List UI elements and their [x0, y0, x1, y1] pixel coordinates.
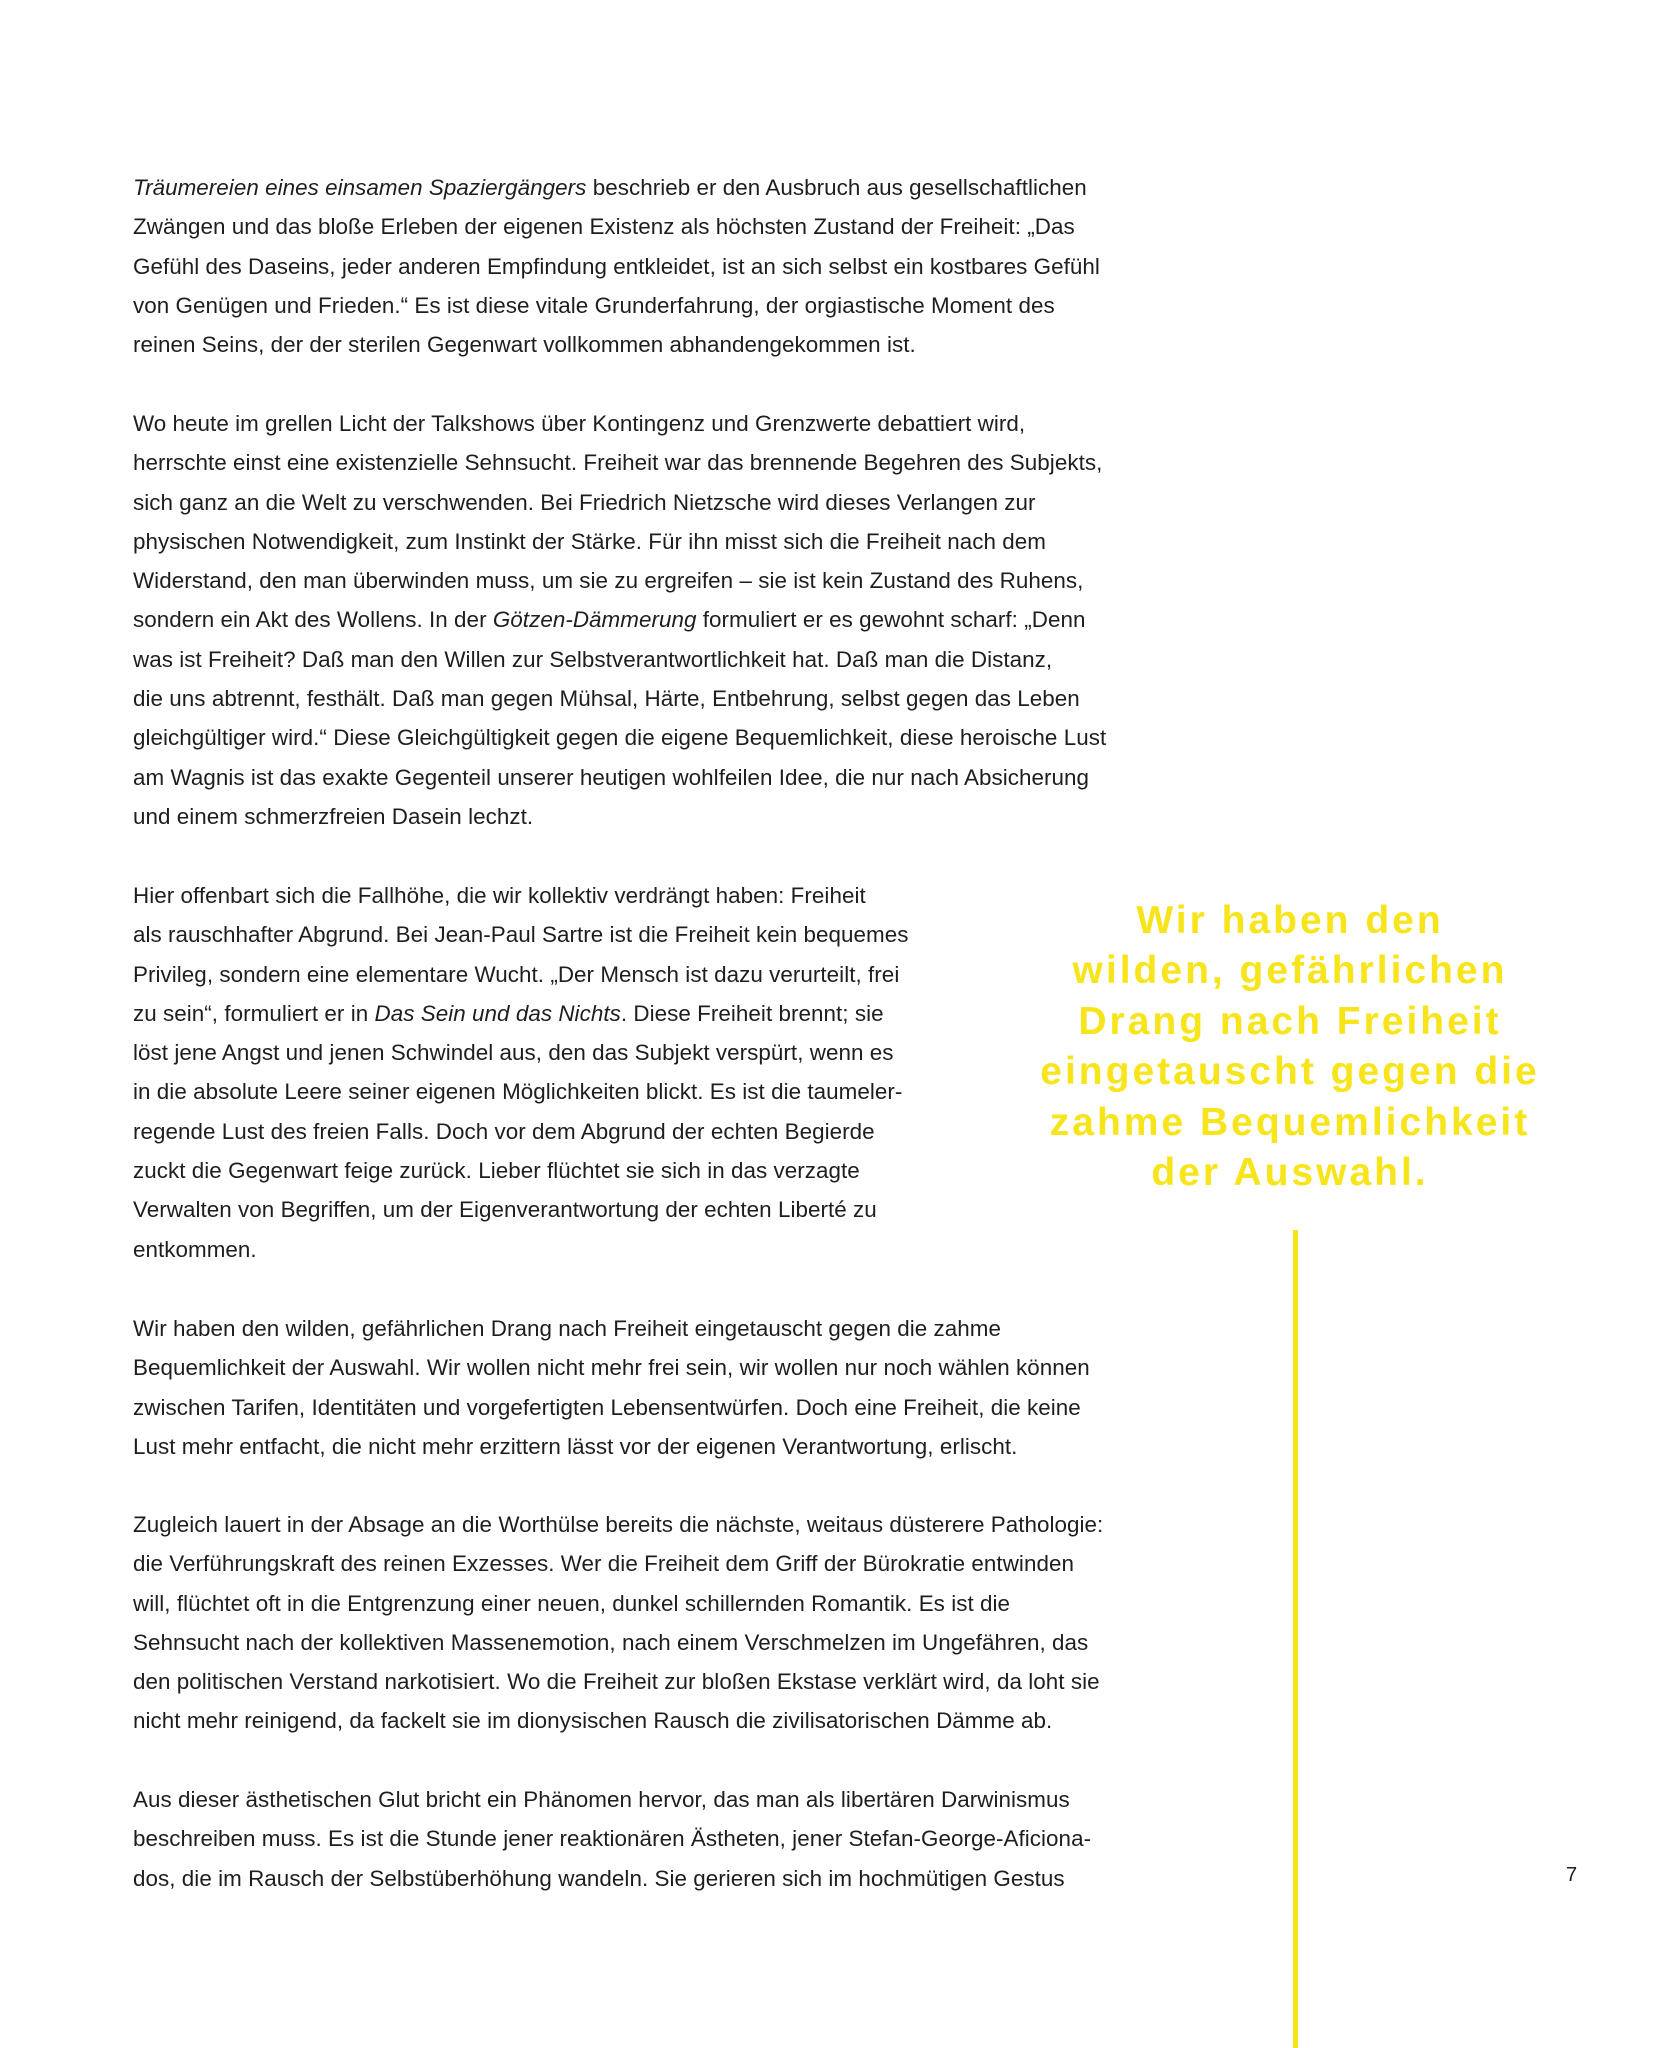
pull-quote-line: eingetauscht gegen die	[1040, 1050, 1540, 1094]
text-line: was ist Freiheit? Daß man den Willen zur Selbstverantwortlichkeit hat. Daß man die Distanz,	[133, 646, 1053, 672]
text-line: den politischen Verstand narkotisiert. Wo die Freiheit zur bloßen Ekstase verklärt wird, da loht sie	[133, 1669, 1100, 1695]
book-title-italic: Träumereien eines einsamen Spaziergängers	[133, 175, 587, 200]
page-number: 7	[1566, 1864, 1578, 1886]
text-span: formuliert er es gewohnt scharf: „Denn	[696, 607, 1086, 633]
text-line: zuckt die Gegenwart feige zurück. Lieber flüchtet sie sich in das verzagte	[133, 1158, 860, 1184]
text-line: in die absolute Leere seiner eigenen Möglichkeiten blickt. Es ist die taumeler-	[133, 1079, 903, 1105]
book-title-italic: Götzen-Dämmerung	[492, 607, 697, 633]
text-line: beschreiben muss. Es ist die Stunde jener reaktionären Ästheten, jener Stefan-George-Aficiona-	[133, 1826, 1092, 1852]
pull-quote-line: wilden, gefährlichen	[1072, 949, 1508, 993]
text-line: zwischen Tarifen, Identitäten und vorgefertigten Lebensentwürfen. Doch eine Freiheit, die keine	[133, 1394, 1081, 1420]
text-line: Privileg, sondern eine elementare Wucht. „Der Mensch ist dazu verurteilt, frei	[133, 961, 900, 987]
text-line: gleichgültiger wird.“ Diese Gleichgültigkeit gegen die eigene Bequemlichkeit, diese heroische Lust	[133, 725, 1107, 751]
pull-quote-line: der Auswahl.	[1151, 1151, 1429, 1195]
accent-vertical-rule	[1293, 1230, 1298, 2048]
text-line: Wir haben den wilden, gefährlichen Drang nach Freiheit eingetauscht gegen die zahme	[133, 1316, 1001, 1341]
text-line: löst jene Angst und jenen Schwindel aus, den das Subjekt verspürt, wenn es	[133, 1040, 894, 1066]
body-paragraph-4	[133, 1309, 1090, 1466]
text-line: will, flüchtet oft in die Entgrenzung einer neuen, dunkel schillernden Romantik. Es ist die	[133, 1590, 1011, 1616]
pull-quote-line: Drang nach Freiheit	[1078, 999, 1502, 1043]
text-line: Gefühl des Daseins, jeder anderen Empfindung entkleidet, ist an sich selbst ein kostbares Gefühl	[133, 253, 1100, 279]
text-line: Bequemlichkeit der Auswahl. Wir wollen nicht mehr frei sein, wir wollen nur noch wählen können	[133, 1355, 1090, 1381]
text-line: reinen Seins, der der sterilen Gegenwart vollkommen abhandengekommen ist.	[133, 332, 916, 358]
text-line	[133, 168, 1100, 207]
text-line: herrschte einst eine existenzielle Sehnsucht. Freiheit war das brennende Begehren des Subjekts,	[133, 450, 1103, 476]
text-line: von Genügen und Frieden.“ Es ist diese vitale Grunderfahrung, der orgiastische Moment des	[133, 292, 1055, 318]
text-line: Aus dieser ästhetischen Glut bricht ein Phänomen hervor, das man als libertären Darwinismus	[133, 1787, 1070, 1812]
text-line: regende Lust des freien Falls. Doch vor dem Abgrund der echten Begierde	[133, 1118, 875, 1144]
text-line: die Verführungskraft des reinen Exzesses. Wer die Freiheit dem Griff der Bürokratie entwinden	[133, 1551, 1074, 1577]
body-paragraph-5	[133, 1505, 1103, 1741]
text-line: Zugleich lauert in der Absage an die Worthülse bereits die nächste, weitaus düsterere Pathologie:	[133, 1512, 1104, 1537]
text-line: als rauschhafter Abgrund. Bei Jean-Paul Sartre ist die Freiheit kein bequemes	[133, 922, 909, 948]
text-span: . Diese Freiheit brennt; sie	[620, 1000, 884, 1026]
body-paragraph-1	[133, 168, 1100, 364]
text-line: dos, die im Rausch der Selbstüberhöhung wandeln. Sie gerieren sich im hochmütigen Gestus	[133, 1865, 1065, 1891]
pull-quote	[1040, 896, 1540, 1198]
text-line: physischen Notwendigkeit, zum Instinkt der Stärke. Für ihn misst sich die Freiheit nach dem	[133, 528, 1046, 554]
text-span: zu sein“, formuliert er in	[133, 1000, 375, 1026]
pull-quote-line: zahme Bequemlichkeit	[1049, 1100, 1531, 1144]
book-title-italic: Das Sein und das Nichts	[374, 1000, 621, 1026]
text-line: entkommen.	[133, 1236, 257, 1262]
text-line: sich ganz an die Welt zu verschwenden. Bei Friedrich Nietzsche wird dieses Verlangen zur	[133, 489, 1036, 515]
text-span: sondern ein Akt des Wollens. In der	[133, 607, 493, 633]
text-line: am Wagnis ist das exakte Gegenteil unserer heutigen wohlfeilen Idee, die nur nach Absicherung	[133, 764, 1089, 790]
body-paragraph-3	[133, 876, 909, 1269]
text-line: Sehnsucht nach der kollektiven Massenemotion, nach einem Verschmelzen im Ungefähren, das	[133, 1629, 1089, 1655]
text-line: Hier offenbart sich die Fallhöhe, die wir kollektiv verdrängt haben: Freiheit	[133, 883, 866, 908]
text-line: und einem schmerzfreien Dasein lechzt.	[133, 803, 534, 829]
text-line	[133, 994, 909, 1033]
text-line: nicht mehr reinigend, da fackelt sie im dionysischen Rausch die zivilisatorischen Dämme ab.	[133, 1708, 1053, 1734]
text-line: Widerstand, den man überwinden muss, um sie zu ergreifen – sie ist kein Zustand des Ruhens,	[133, 568, 1084, 594]
text-line: Wo heute im grellen Licht der Talkshows über Kontingenz und Grenzwerte debattiert wird,	[133, 411, 1026, 436]
pull-quote-line: Wir haben den	[1136, 899, 1444, 942]
body-paragraph-2	[133, 404, 1106, 836]
text-line: die uns abtrennt, festhält. Daß man gegen Mühsal, Härte, Entbehrung, selbst gegen das Leben	[133, 686, 1080, 712]
text-line: Verwalten von Begriffen, um der Eigenverantwortung der echten Liberté zu	[133, 1197, 877, 1223]
text-span: beschrieb er den Ausbruch aus gesellschaftlichen	[586, 175, 1087, 200]
body-paragraph-6	[133, 1780, 1091, 1898]
text-line: Lust mehr entfacht, die nicht mehr erzittern lässt vor der eigenen Verantwortung, erlischt.	[133, 1433, 1018, 1459]
text-line	[133, 600, 1106, 639]
text-line: Zwängen und das bloße Erleben der eigenen Existenz als höchsten Zustand der Freiheit: „Das	[133, 214, 1075, 240]
